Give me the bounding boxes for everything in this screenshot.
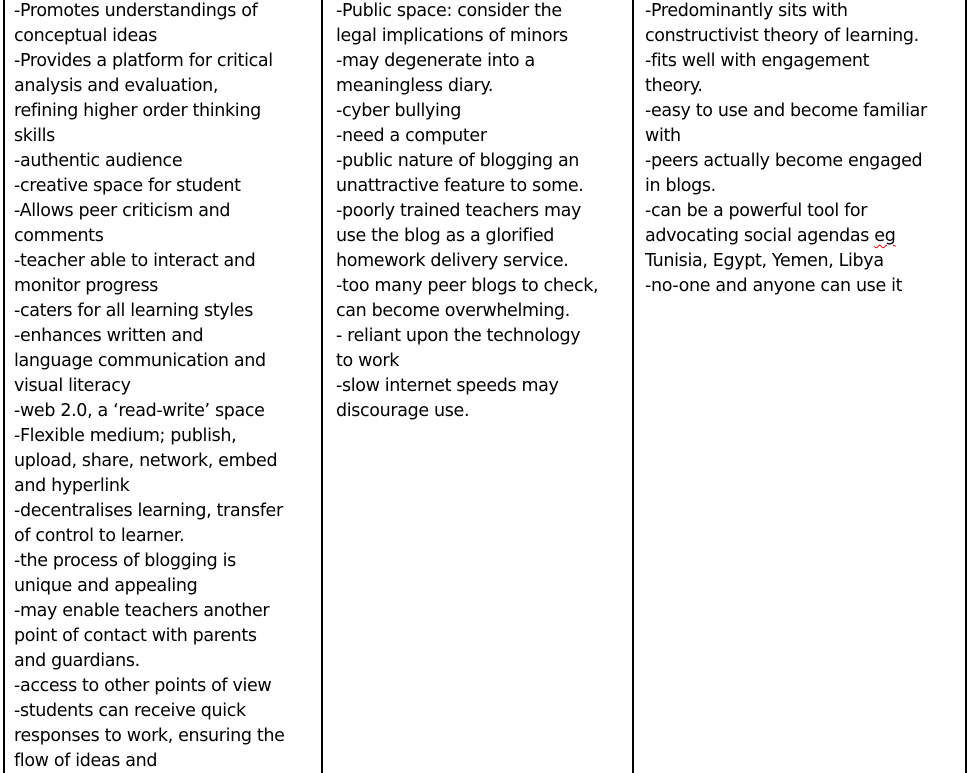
text-line-content: monitor progress [14,276,158,296]
text-line-content: analysis and evaluation, [14,76,219,96]
text-line [336,174,630,199]
text-line [14,449,320,474]
text-line-content: - reliant upon the technology [336,326,581,346]
text-line-content: can become overwhelming. [336,301,570,321]
text-line [14,524,320,549]
text-line [336,124,630,149]
text-line-content: -can be a powerful tool for [645,201,868,221]
text-line-content: advocating social agendas [645,226,875,246]
text-line-content: -Provides a platform for critical [14,51,273,71]
text-line-content: -easy to use and become familiar [645,101,927,121]
text-line [645,249,963,274]
text-line-content: -Flexible medium; publish, [14,426,237,446]
text-line [645,0,963,24]
spellcheck-flagged-word: eg [874,226,896,246]
text-line-content: language communication and [14,351,266,371]
text-line [14,374,320,399]
text-line-content: skills [14,126,55,146]
text-line [336,299,630,324]
text-line-content: unattractive feature to some. [336,176,584,196]
text-line [336,99,630,124]
text-line [14,599,320,624]
text-line-content: and guardians. [14,651,140,671]
text-line [336,149,630,174]
text-line-content: -too many peer blogs to check, [336,276,599,296]
text-line [14,649,320,674]
text-line-content: -access to other points of view [14,676,272,696]
text-line [336,24,630,49]
text-line-content: unique and appealing [14,576,198,596]
table-border-right [965,0,967,773]
text-line-content: -the process of blogging is [14,551,236,571]
column-divider-1 [321,0,323,773]
text-line-content: -Predominantly sits with [645,1,848,21]
text-line [336,74,630,99]
text-line [645,124,963,149]
column-theory-and-use [645,0,963,299]
text-line-content: -slow internet speeds may [336,376,559,396]
text-line [14,549,320,574]
text-line [14,224,320,249]
text-line [336,349,630,374]
text-line [645,99,963,124]
text-line-content: -may enable teachers another [14,601,270,621]
text-line [14,24,320,49]
text-line [336,224,630,249]
text-line [645,174,963,199]
text-line-content: in blogs. [645,176,716,196]
text-line [14,574,320,599]
text-line [14,499,320,524]
text-line-content: -Public space: consider the [336,1,562,21]
text-line [14,624,320,649]
text-line [14,674,320,699]
text-line-content: -fits well with engagement [645,51,870,71]
text-line-content: flow of ideas and [14,751,158,771]
text-line-content: -may degenerate into a [336,51,535,71]
text-line [14,149,320,174]
text-line [336,249,630,274]
text-line-content: upload, share, network, embed [14,451,278,471]
text-line [645,149,963,174]
text-line [14,74,320,99]
text-line-content: -cyber bullying [336,101,462,121]
text-line-content: visual literacy [14,376,131,396]
text-line-content: Tunisia, Egypt, Yemen, Libya [645,251,884,271]
text-line [336,49,630,74]
text-line-content: meaningless diary. [336,76,494,96]
text-line-content: constructivist theory of learning. [645,26,919,46]
text-line-content: -poorly trained teachers may [336,201,582,221]
text-line [336,399,630,424]
text-line-content: responses to work, ensuring the [14,726,285,746]
text-line-content: homework delivery service. [336,251,569,271]
text-line [645,224,963,249]
table-border-left [3,0,5,773]
text-line-content: -Allows peer criticism and [14,201,231,221]
text-line-content: and hyperlink [14,476,130,496]
text-line [336,0,630,24]
text-line-content: -decentralises learning, transfer [14,501,283,521]
text-line-content: -public nature of blogging an [336,151,580,171]
text-line [14,324,320,349]
text-line-content: -web 2.0, a ‘read-write’ space [14,401,265,421]
column-advantages [14,0,320,773]
text-line [14,174,320,199]
column-disadvantages [336,0,630,424]
text-line [336,374,630,399]
text-line-content: with [645,126,681,146]
text-line-content: to work [336,351,400,371]
text-line-content: -no-one and anyone can use it [645,276,903,296]
column-divider-2 [632,0,634,773]
text-line-content: of control to learner. [14,526,185,546]
text-line-content: comments [14,226,104,246]
text-line [336,199,630,224]
text-line [14,424,320,449]
text-line [14,199,320,224]
text-line [14,474,320,499]
text-line [645,24,963,49]
text-line-content: -enhances written and [14,326,204,346]
text-line [14,124,320,149]
text-line [14,274,320,299]
text-line-content: -need a computer [336,126,487,146]
text-line-content: -creative space for student [14,176,241,196]
text-line [14,349,320,374]
text-line-content: -peers actually become engaged [645,151,923,171]
text-line-content: use the blog as a glorified [336,226,555,246]
text-line [14,749,320,773]
text-line [336,274,630,299]
text-line [14,299,320,324]
text-line-content: conceptual ideas [14,26,157,46]
text-line [14,699,320,724]
text-line-content: -students can receive quick [14,701,246,721]
text-line [14,49,320,74]
text-line [14,99,320,124]
text-line [14,399,320,424]
text-line-content: -caters for all learning styles [14,301,253,321]
text-line [645,49,963,74]
text-line [645,74,963,99]
text-line-content: -authentic audience [14,151,183,171]
text-line [645,274,963,299]
text-line-content: -Promotes understandings of [14,1,258,21]
text-line-content: -teacher able to interact and [14,251,256,271]
text-line-content: refining higher order thinking [14,101,261,121]
text-line-content: point of contact with parents [14,626,257,646]
text-line [336,324,630,349]
text-line [14,249,320,274]
text-line-content: theory. [645,76,703,96]
text-line [645,199,963,224]
text-line [14,724,320,749]
text-line-content: legal implications of minors [336,26,568,46]
text-line [14,0,320,24]
text-line-content: discourage use. [336,401,470,421]
